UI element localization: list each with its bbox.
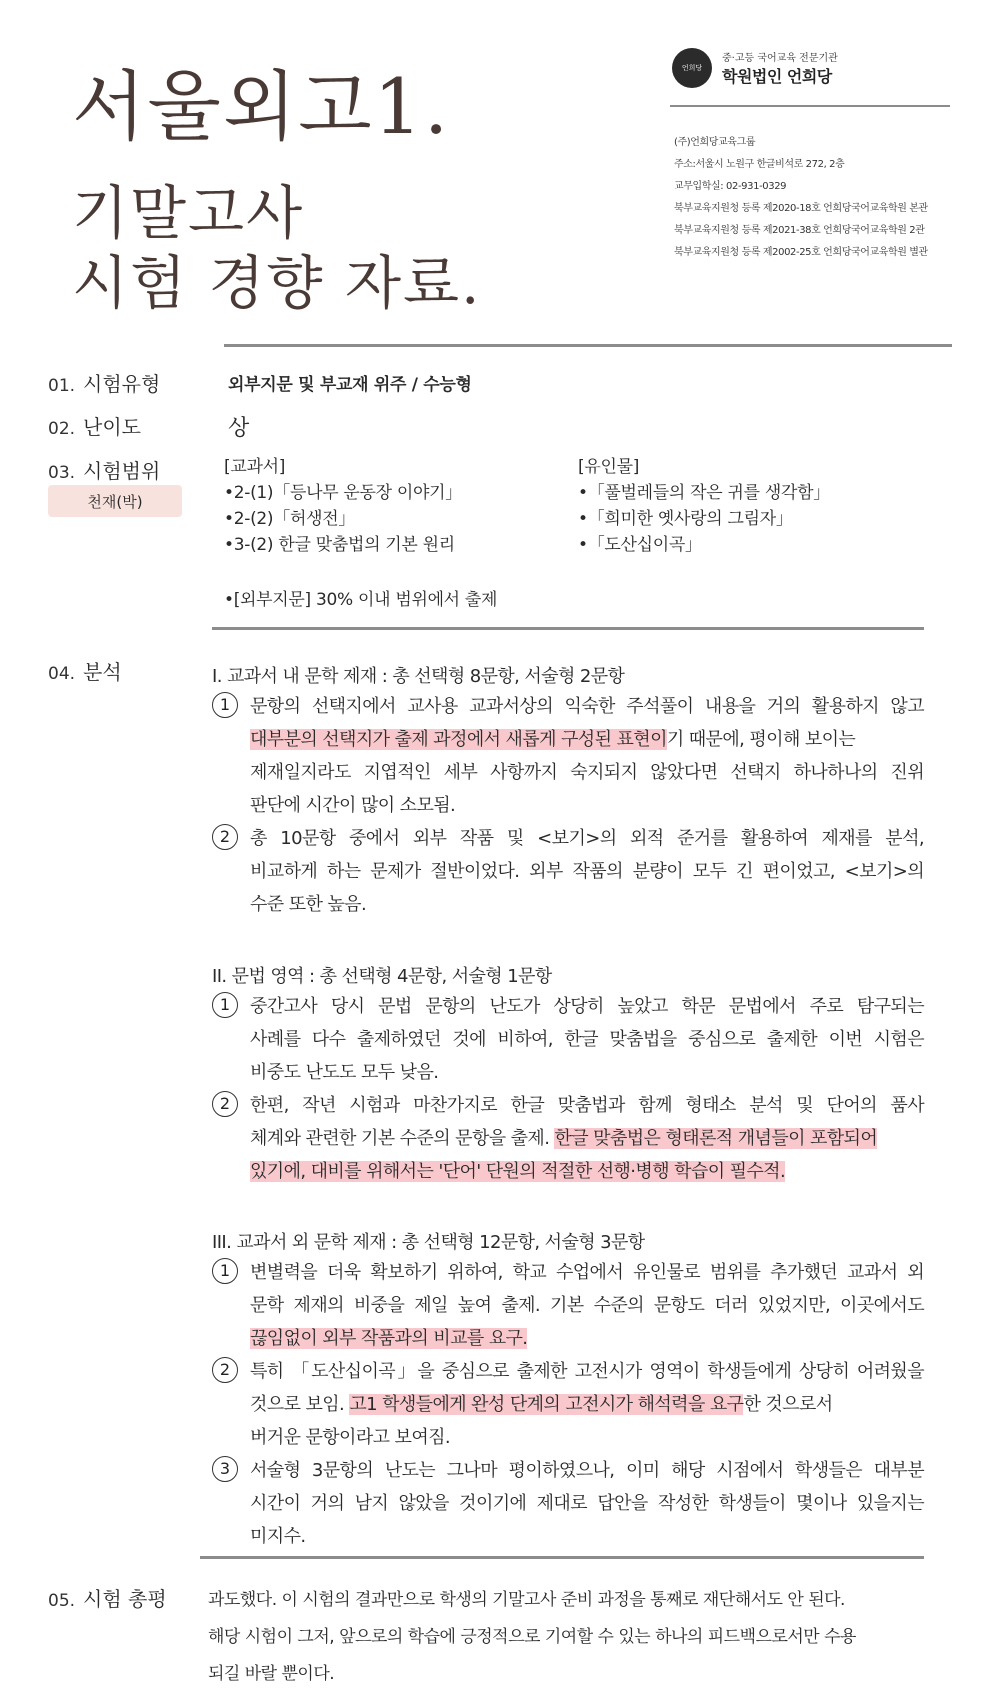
section-label: 시험 총평 [83, 1587, 167, 1611]
info-line: 북부교육지원청 등록 제2020-18호 언희당국어교육학원 본관 [674, 203, 928, 214]
text-line: 판단에 시간이 많이 소모됨. [250, 795, 456, 816]
circled-number-1: 1 [212, 692, 238, 718]
text-line [250, 1322, 924, 1355]
info-line: 교무입학실: 02-931-0329 [674, 181, 787, 192]
title-line-1: 서울외고1. [72, 62, 451, 151]
text-line: 한편, 작년 시험과 마찬가지로 한글 맞춤법과 함께 형태소 분석 및 단어의 품사 [250, 1095, 924, 1116]
text-line: 과도했다. 이 시험의 결과만으로 학생의 기말고사 준비 과정을 통째로 재단해서도 안 된다. [208, 1590, 845, 1610]
circled-number-2: 2 [212, 824, 238, 850]
text-line: 사례를 다수 출제하였던 것에 비하여, 한글 맞춤법을 중심으로 출제한 이번 시험은 [250, 1029, 924, 1050]
section-number: 05. [48, 1591, 76, 1611]
highlight: 대부분의 선택지가 출제 과정에서 새롭게 구성된 표현이 [250, 729, 667, 750]
range-note: •[외부지문] 30% 이내 범위에서 출제 [224, 590, 498, 610]
highlight: 있기에, 대비를 위해서는 '단어' 단원의 적절한 선행·병행 학습이 필수적. [250, 1161, 786, 1182]
analysis-heading-1: I. 교과서 내 문학 제재 : 총 선택형 8문항, 서술형 2문항 [212, 666, 625, 687]
logo-name: 학원법인 언희당 [722, 67, 832, 86]
text-line: 특히 「도산십이곡」을 중심으로 출제한 고전시가 영역이 학생들에게 상당히 어려웠을 [250, 1361, 924, 1382]
analysis-heading-3: III. 교과서 외 문학 제재 : 총 선택형 12문항, 서술형 3문항 [212, 1232, 645, 1253]
textbook-title: [교과서] [224, 457, 286, 477]
text-line: 해당 시험이 그저, 앞으로의 학습에 긍정적으로 기여할 수 있는 하나의 피드백으로서만 수용 [208, 1627, 856, 1647]
section-number: 01. [48, 376, 76, 396]
text-line: 비중도 난도도 모두 낮음. [250, 1062, 439, 1083]
text-line: 대부분의 선택지가 출제 과정에서 새롭게 구성된 표현이기 때문에, 평이해 보이는 [250, 729, 856, 750]
list-item: •「도산십이곡」 [578, 535, 702, 555]
logo-mark-icon: 언희당 [672, 48, 712, 88]
info-line: 주소:서울시 노원구 한글비석로 272, 2층 [674, 159, 845, 170]
highlight: 한글 맞춤법은 형태론적 개념들이 포함되어 [554, 1128, 878, 1149]
text-line: 버거운 문항이라고 보여짐. [250, 1427, 451, 1448]
header-divider [670, 105, 950, 107]
analysis-rule [200, 1556, 924, 1559]
handout-list [578, 454, 830, 558]
section-number: 04. [48, 664, 76, 684]
list-item: •「풀벌레들의 작은 귀를 생각함」 [578, 483, 830, 503]
text-line: 되길 바랄 뿐이다. [208, 1664, 335, 1684]
analysis-heading-2: II. 문법 영역 : 총 선택형 4문항, 서술형 1문항 [212, 966, 552, 987]
list-item: •2-(2)「허생전」 [224, 509, 356, 529]
circled-number-3: 3 [212, 1456, 238, 1482]
textbook-list [224, 454, 462, 558]
text-line: 수준 또한 높음. [250, 894, 367, 915]
company-info [674, 132, 928, 264]
difficulty-value: 상 [228, 416, 249, 441]
circled-number-1: 1 [212, 1258, 238, 1284]
text-line: 문학 제재의 비중을 제일 높여 출제. 기본 수준의 문항도 더러 있었지만, 이곳에서도 [250, 1295, 924, 1316]
text-line: 체계와 관련한 기본 수준의 문항을 출제. 한글 맞춤법은 형태론적 개념들이 포함되어 [250, 1128, 878, 1149]
circled-number-2: 2 [212, 1091, 238, 1117]
circled-number-1: 1 [212, 992, 238, 1018]
highlight: 끊임없이 외부 작품과의 비교를 요구. [250, 1328, 528, 1349]
logo-tagline: 중·고등 국어교육 전문기관 [722, 53, 838, 64]
section-label: 시험범위 [83, 459, 161, 483]
top-rule [224, 344, 952, 347]
text-line: 것으로 보임. 고1 학생들에게 완성 단계의 고전시가 해석력을 요구한 것으로서 [250, 1394, 833, 1415]
title-line-2: 기말고사 [72, 179, 305, 247]
section-range-heading [48, 455, 160, 484]
section-label: 분석 [83, 660, 122, 684]
list-item: •「희미한 옛사랑의 그림자」 [578, 509, 793, 529]
section-number: 03. [48, 463, 76, 483]
section-label: 시험유형 [83, 372, 161, 396]
section-type-heading [48, 368, 160, 397]
text-line [250, 1155, 924, 1188]
highlight: 고1 학생들에게 완성 단계의 고전시가 해석력을 요구 [349, 1394, 744, 1415]
text-line: 미지수. [250, 1526, 306, 1547]
range-rule [212, 627, 924, 630]
list-item: •2-(1)「등나무 운동장 이야기」 [224, 483, 462, 503]
circled-number-2: 2 [212, 1357, 238, 1383]
brand-logo [672, 48, 838, 88]
text-line: 제재일지라도 지엽적인 세부 사항까지 숙지되지 않았다면 선택지 하나하나의 진위 [250, 762, 924, 783]
text-line: 문항의 선택지에서 교사용 교과서상의 익숙한 주석풀이 내용을 거의 활용하지 않고 [250, 696, 924, 717]
text-line: 변별력을 더욱 확보하기 위하여, 학교 수업에서 유인물로 범위를 추가했던 교과서 외 [250, 1262, 924, 1283]
info-line: (주)언희당교육그룹 [674, 137, 756, 148]
textbook-badge: 천재(박) [48, 485, 182, 517]
text-line: 서술형 3문항의 난도는 그나마 평이하였으나, 이미 해당 시점에서 학생들은 대부분 [250, 1460, 924, 1481]
section-number: 02. [48, 419, 76, 439]
exam-type-value: 외부지문 및 부교재 위주 / 수능형 [228, 375, 472, 395]
list-item: •3-(2) 한글 맞춤법의 기본 원리 [224, 535, 455, 555]
title-line-3: 시험 경향 자료. [72, 249, 482, 317]
text-line: 중간고사 당시 문법 문항의 난도가 상당히 높았고 학문 문법에서 주로 탐구되는 [250, 996, 924, 1017]
section-difficulty-heading [48, 411, 141, 440]
text-line: 비교하게 하는 문제가 절반이었다. 외부 작품의 분량이 모두 긴 편이었고, <보기>의 [250, 861, 924, 882]
handout-title: [유인물] [578, 457, 640, 477]
section-label: 난이도 [83, 415, 142, 439]
text-line: 총 10문항 중에서 외부 작품 및 <보기>의 외적 준거를 활용하여 제재를 분석, [250, 828, 924, 849]
section-analysis-heading [48, 656, 122, 685]
text-line: 시간이 거의 남지 않았을 것이기에 제대로 답안을 작성한 학생들이 몇이나 있을지는 [250, 1493, 924, 1514]
info-line: 북부교육지원청 등록 제2002-25호 언희당국어교육학원 별관 [674, 247, 928, 258]
section-summary-heading [48, 1583, 167, 1612]
info-line: 북부교육지원청 등록 제2021-38호 언희당국어교육학원 2관 [674, 225, 925, 236]
summary-text [208, 1582, 856, 1693]
